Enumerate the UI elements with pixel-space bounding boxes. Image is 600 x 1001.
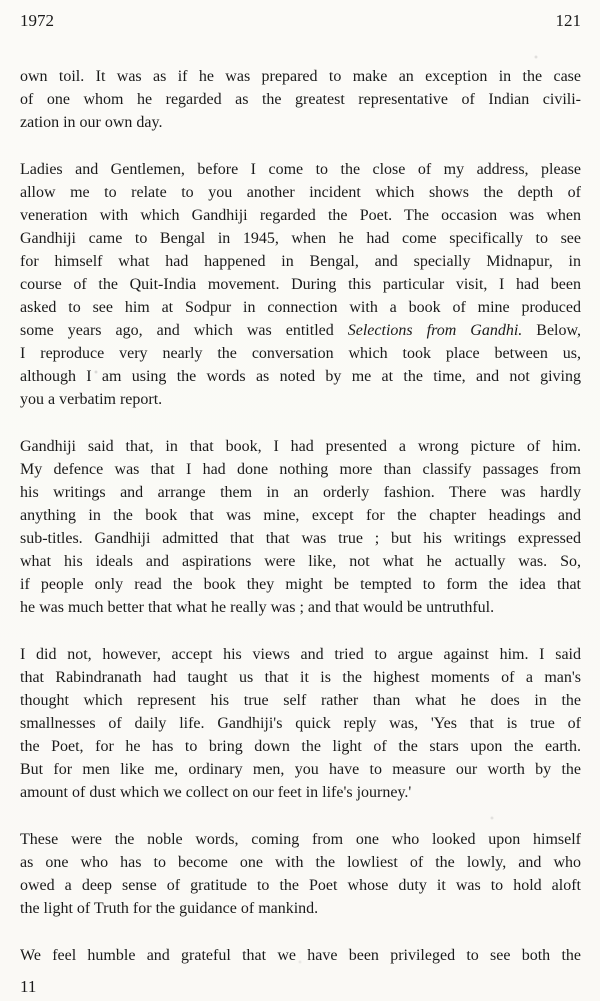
text-line	[20, 944, 581, 967]
book-title-italic: Selections from Gandhi.	[347, 322, 523, 339]
text-line	[20, 181, 581, 204]
text-line	[20, 88, 581, 111]
text-segment: I did not, however, accept his views and tried to argue against him. I said	[20, 646, 581, 663]
text-segment: Below,	[522, 322, 581, 339]
text-line	[20, 550, 581, 573]
text-segment: asked to see him at Sodpur in connection with a book of mine produced	[20, 299, 581, 316]
text-line	[20, 250, 581, 273]
text-segment: I reproduce very nearly the conversation which took place between us,	[20, 345, 581, 362]
text-segment: he was much better that what he really was ; and that would be untruthful.	[20, 599, 495, 616]
text-segment: that Rabindranath had taught us that it is the highest moments of a man's	[20, 669, 581, 686]
text-line	[20, 504, 581, 527]
text-line	[20, 481, 581, 504]
text-line	[20, 273, 581, 296]
text-segment: These were the noble words, coming from one who looked upon himself	[20, 831, 581, 848]
paragraph-3	[20, 435, 581, 619]
text-line	[20, 874, 581, 897]
text-segment: for himself what had happened in Bengal, and specially Midnapur, in	[20, 253, 581, 270]
text-segment: zation in our own day.	[20, 114, 163, 131]
text-segment: Ladies and Gentlemen, before I come to the close of my address, please	[20, 161, 581, 178]
text-segment: of one whom he regarded as the greatest representative of Indian civili-	[20, 91, 581, 108]
paragraph-2	[20, 158, 581, 411]
text-line	[20, 712, 581, 735]
text-segment: anything in the book that was mine, except for the chapter headings and	[20, 507, 581, 524]
text-segment: you a verbatim report.	[20, 391, 163, 408]
text-segment: as one who has to become one with the lowliest of the lowly, and who	[20, 854, 581, 871]
text-line	[20, 851, 581, 874]
text-line	[20, 781, 581, 804]
text-segment: amount of dust which we collect on our feet in life's journey.'	[20, 784, 412, 801]
page-text	[20, 65, 581, 967]
running-header	[20, 10, 581, 32]
page-footer	[20, 975, 581, 998]
text-line	[20, 342, 581, 365]
text-line	[20, 666, 581, 689]
text-segment: smallnesses of daily life. Gandhiji's quick reply was, 'Yes that is true of	[20, 715, 581, 732]
text-line	[20, 227, 581, 250]
text-segment: the Poet, for he has to bring down the light of the stars upon the earth.	[20, 738, 581, 755]
text-segment: thought which represent his true self rather than what he does in the	[20, 692, 581, 709]
text-segment: But for men like me, ordinary men, you have to measure our worth by the	[20, 761, 581, 778]
text-segment: his writings and arrange them in an orderly fashion. There was hardly	[20, 484, 581, 501]
paragraph-4	[20, 643, 581, 804]
paragraph-6	[20, 944, 581, 967]
text-line	[20, 897, 581, 920]
paragraph-1	[20, 65, 581, 134]
text-segment: some years ago, and which was entitled	[20, 322, 348, 339]
text-segment: Gandhiji came to Bengal in 1945, when he had come specifically to see	[20, 230, 581, 247]
text-line	[20, 365, 581, 388]
header-page-number: 121	[555, 11, 581, 30]
text-segment: Gandhiji said that, in that book, I had presented a wrong picture of him.	[20, 438, 581, 455]
text-line	[20, 735, 581, 758]
text-segment: We feel humble and grateful that we have been privileged to see both the	[20, 947, 581, 964]
text-line	[20, 158, 581, 181]
text-segment: course of the Quit-India movement. During this particular visit, I had been	[20, 276, 581, 293]
paragraph-5	[20, 828, 581, 920]
text-segment: the light of Truth for the guidance of mankind.	[20, 900, 319, 917]
text-line	[20, 596, 581, 619]
header-year: 1972	[20, 11, 54, 30]
footer-page-marker: 11	[20, 977, 37, 996]
text-line	[20, 435, 581, 458]
text-segment: owed a deep sense of gratitude to the Poet whose duty it was to hold aloft	[20, 877, 581, 894]
text-segment: if people only read the book they might be tempted to form the idea that	[20, 576, 581, 593]
text-segment: sub-titles. Gandhiji admitted that that was true ; but his writings expressed	[20, 530, 581, 547]
text-line	[20, 388, 581, 411]
text-line	[20, 204, 581, 227]
text-line	[20, 296, 581, 319]
text-line	[20, 758, 581, 781]
text-line	[20, 828, 581, 851]
text-segment: what his ideals and aspirations were like, not what he actually was. So,	[20, 553, 581, 570]
text-line	[20, 573, 581, 596]
text-segment: own toil. It was as if he was prepared to make an exception in the case	[20, 68, 581, 85]
text-segment: although I am using the words as noted by me at the time, and not giving	[20, 368, 581, 385]
text-line	[20, 458, 581, 481]
text-segment: allow me to relate to you another incident which shows the depth of	[20, 184, 581, 201]
text-segment: My defence was that I had done nothing more than classify passages from	[20, 461, 581, 478]
text-line	[20, 689, 581, 712]
text-line	[20, 111, 581, 134]
text-line	[20, 643, 581, 666]
text-line	[20, 319, 581, 342]
text-line	[20, 65, 581, 88]
text-segment: veneration with which Gandhiji regarded the Poet. The occasion was when	[20, 207, 581, 224]
text-line	[20, 527, 581, 550]
